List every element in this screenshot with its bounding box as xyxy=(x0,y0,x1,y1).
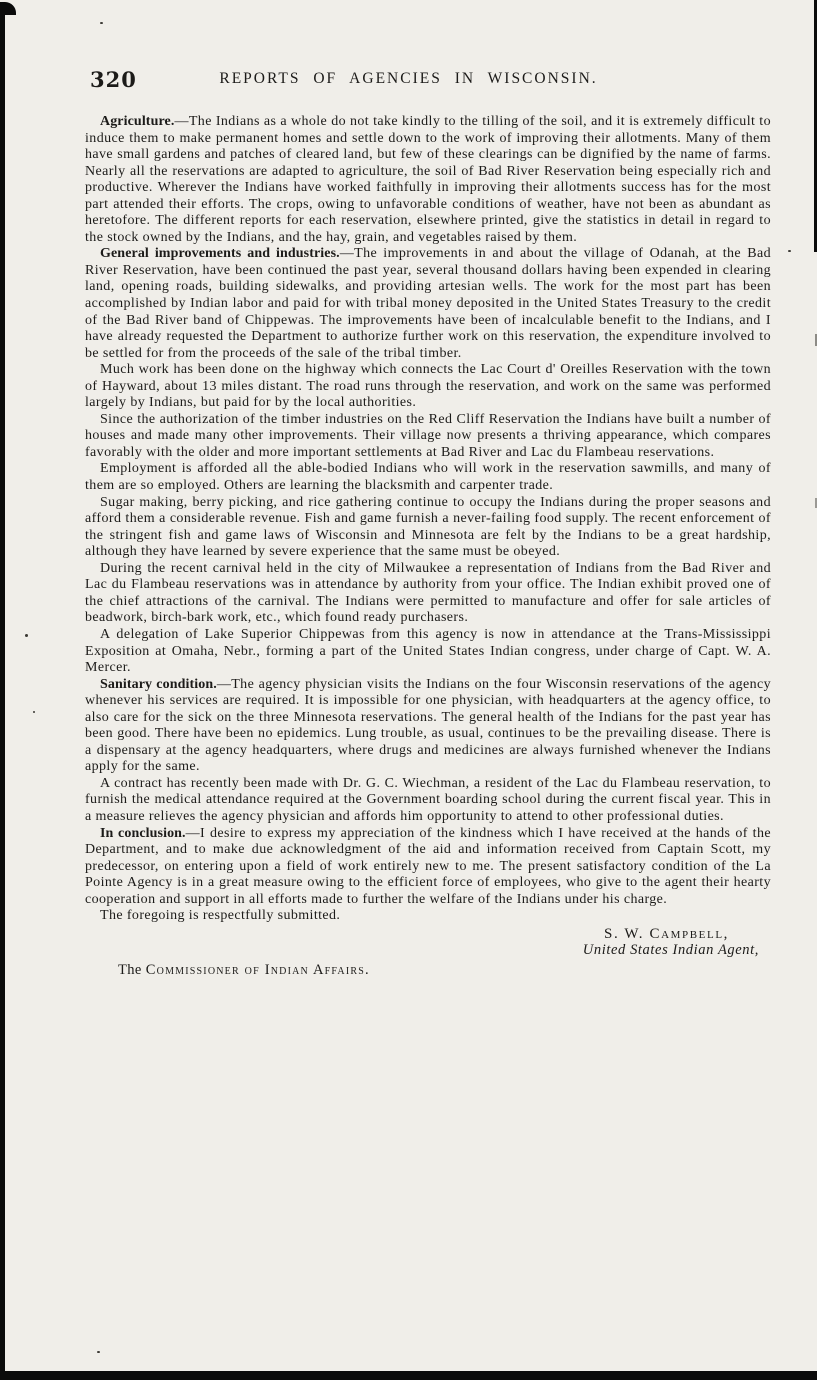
paragraph: A delegation of Lake Superior Chippewas from this agency is now in attendance at the Trans-Mississippi Exposition at Omaha, Nebr., forming a part of the United States Indian congress, under charge of Capt. W. A. Mercer. xyxy=(85,626,771,676)
paragraph-lead: Sanitary condition. xyxy=(100,676,217,692)
scan-speck xyxy=(100,22,103,24)
signature-title: United States Indian Agent, xyxy=(582,942,759,959)
paragraph-lead: In conclusion. xyxy=(100,825,186,841)
paragraph: During the recent carnival held in the city of Milwaukee a representation of Indians from the Bad River and Lac du Flambeau reservations was in attendance by authority from your office. The Indian exhibit proved one of the chief attractions of the carnival. The Indians were permitted to manufacture and offer for sale articles of beadwork, birch-bark work, etc., which found ready purchasers. xyxy=(85,560,771,626)
paragraph: Much work has been done on the highway which connects the Lac Court d' Oreilles Reservation with the town of Hayward, about 13 miles distant. The road runs through the reservation, and work on the same was performed largely by Indians, but paid for by the local authorities. xyxy=(85,362,771,411)
scan-speck xyxy=(97,1351,100,1353)
addressee-line xyxy=(85,962,771,979)
paragraph-lead: Agriculture. xyxy=(100,114,175,129)
report-body xyxy=(85,114,771,978)
scan-edge-left xyxy=(0,4,5,1380)
paragraph-lead: General improvements and industries. xyxy=(100,246,340,262)
paragraph: Since the authorization of the timber industries on the Red Cliff Reservation the Indians have built a number of houses and made many other improvements. Their village now presents a thriving appearance, which compares favorably with the older and more important settlements at Bad River and Lac du Flambeau reservations. xyxy=(85,411,771,460)
addressee-prefix: The xyxy=(118,961,146,978)
addressee-name: Commissioner of Indian Affairs. xyxy=(145,961,370,978)
paragraph: Sanitary condition.—The agency physician visits the Indians on the four Wisconsin reservations of the agency whenever his services are required. It is impossible for one physician, with headquarters at the agency office, to also care for the sick on the three Minnesota reservations. The general health of the Indians for the past year has been good. There have been no epidemics. Lung trouble, as usual, continues to be the prevailing disease. There is a dispensary at the agency headquarters, where drugs and medicines are always furnished whenever the Indians apply for the same. xyxy=(85,676,771,775)
paragraph: General improvements and industries.—The improvements in and about the village of Odanah, at the Bad River Reservation, have been continued the past year, several thousand dollars having been expended in clearing land, opening roads, building sidewalks, and providing artesian wells. The work for the most part has been accomplished by Indian labor and paid for with tribal money deposited in the United States Treasury to the credit of the Bad River band of Chippewas. The improvements have been of incalculable benefit to the Indians, and I have already requested the Department to authorize further work on this reservation, the expenditure involved to be settled for from the proceeds of the sale of the tribal timber. xyxy=(85,246,771,361)
running-header-title: REPORTS OF AGENCIES IN WISCONSIN. xyxy=(219,70,598,87)
paragraph: In conclusion.—I desire to express my appreciation of the kindness which I have received at the hands of the Department, and to make due acknowledgment of the aid and information received from Captain Scott, my predecessor, on entering upon a field of work entirely new to me. The present satisfactory condition of the La Pointe Agency is in a great measure owing to the efficient force of employees, who give to the agent their hearty cooperation and support in all efforts made to further the welfare of the Indians under his charge. xyxy=(85,825,771,907)
paragraph: Agriculture.—The Indians as a whole do not take kindly to the tilling of the soil, and it is extremely difficult to induce them to make permanent homes and settle down to the work of improving their allotments. Many of them have small gardens and patches of cleared land, but few of these clearings can be dignified by the name of farms. Nearly all the reservations are adapted to agriculture, the soil of Bad River Reservation being especially rich and productive. Wherever the Indians have worked faithfully in improving their allotments success has for the most part attended their efforts. The crops, owing to unfavorable conditions of weather, have not been as abundant as heretofore. The different reports for each reservation, elsewhere printed, give the statistics in detail in regard to the stock owned by the Indians, and the hay, grain, and vegetables raised by them. xyxy=(85,114,771,245)
scan-speck xyxy=(25,634,28,637)
running-head xyxy=(0,67,817,93)
paragraph: A contract has recently been made with Dr. G. C. Wiechman, a resident of the Lac du Flambeau reservation, to furnish the medical attendance required at the Government boarding school during the current fiscal year. This in a measure relieves the agency physician and affords him opportunity to attend to other professional duties. xyxy=(85,775,771,824)
page-number: 320 xyxy=(90,67,137,92)
scan-speck xyxy=(788,250,791,252)
scan-speck xyxy=(33,711,35,713)
scan-edge-bottom xyxy=(0,1371,817,1380)
signature-name: S. W. Campbell, xyxy=(604,925,729,942)
paragraph: The foregoing is respectfully submitted. xyxy=(100,908,341,924)
paragraph: Employment is afforded all the able-bodied Indians who will work in the reservation sawmills, and many of them are so employed. Others are learning the blacksmith and carpenter trade. xyxy=(85,461,771,494)
paragraph: Sugar making, berry picking, and rice gathering continue to occupy the Indians during the proper seasons and afford them a considerable revenue. Fish and game furnish a never-failing food supply. The recent enforcement of the stringent fish and game laws of Wisconsin and Minnesota are felt by the Indians to be a great hardship, although they have learned by severe experience that the same must be obeyed. xyxy=(85,494,771,560)
